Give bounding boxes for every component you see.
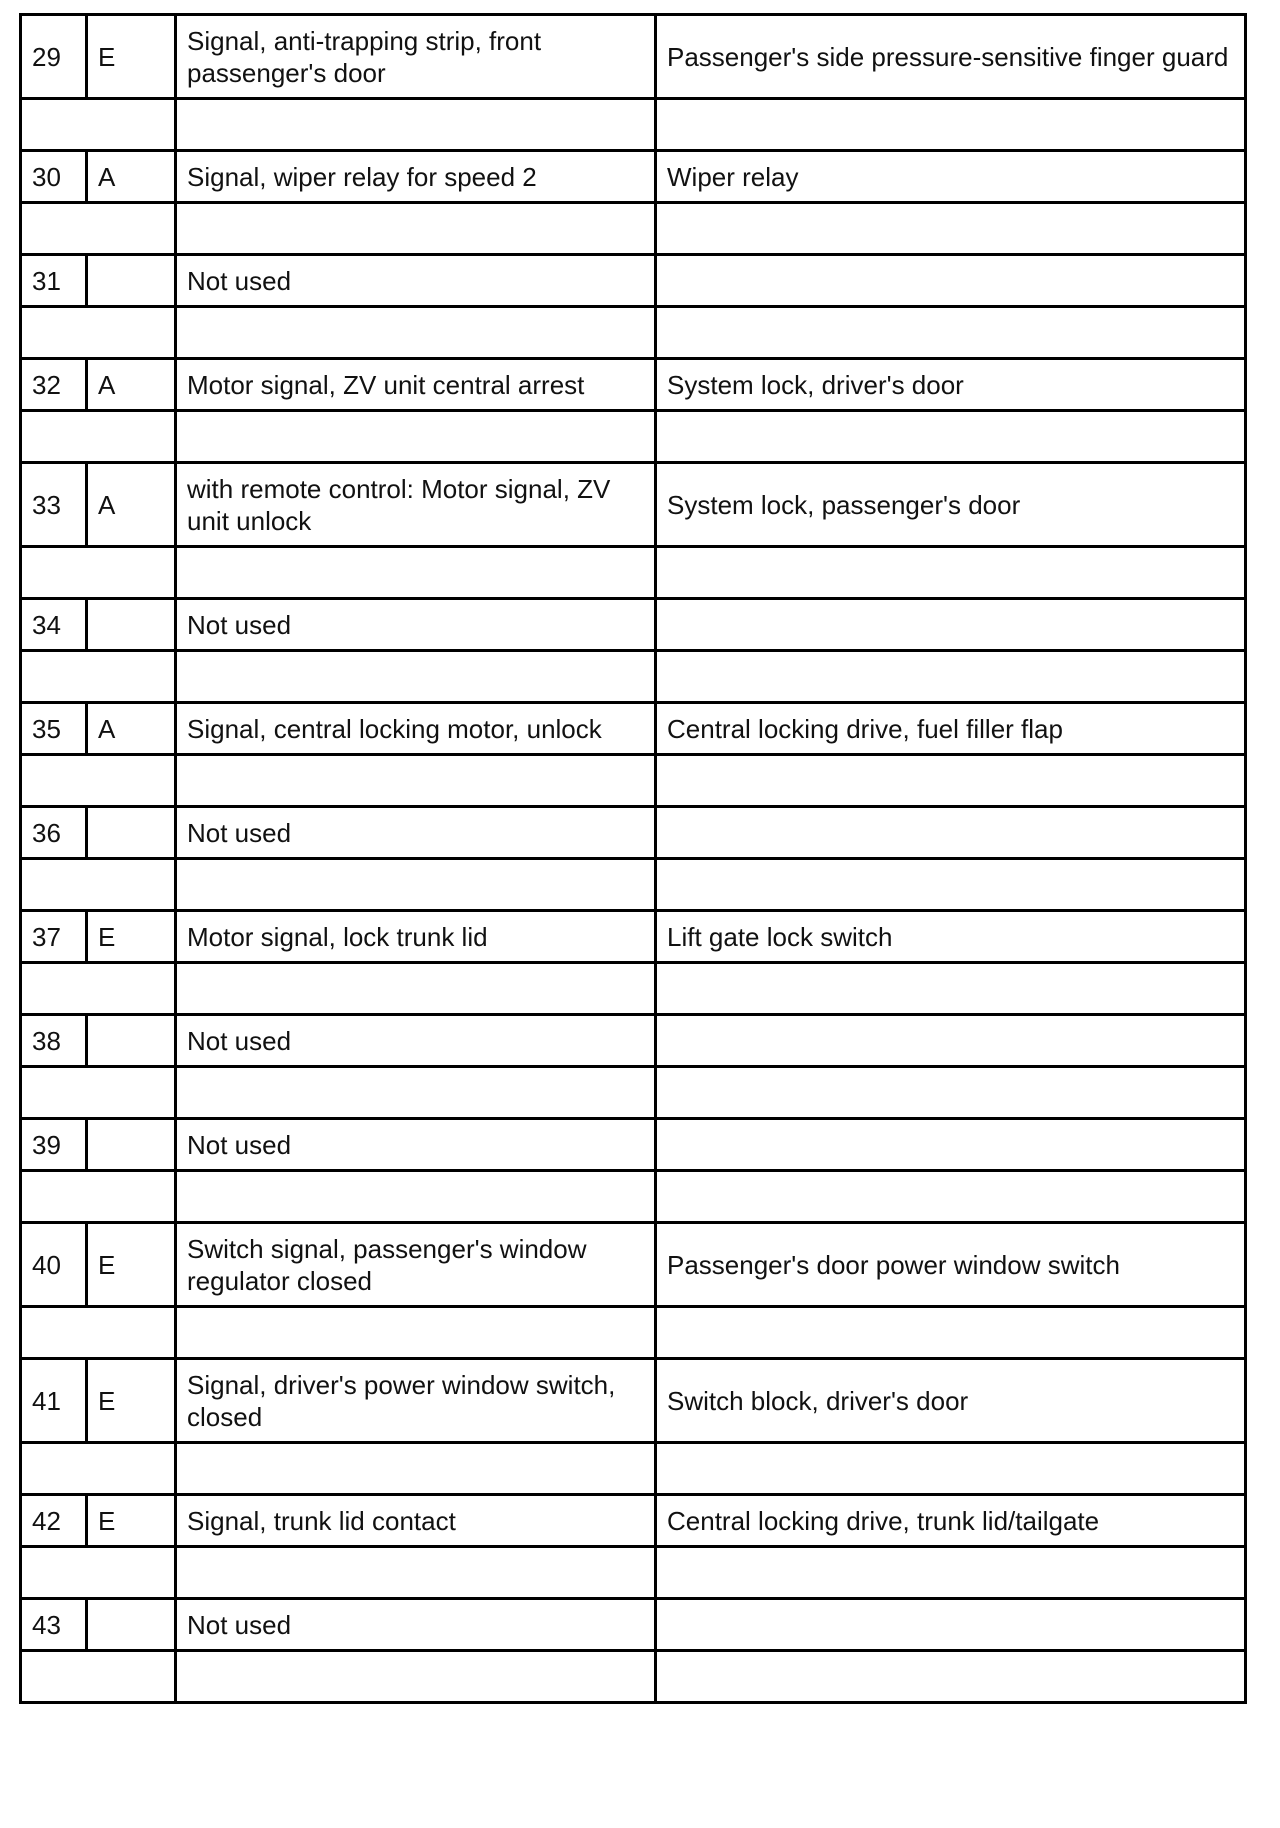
spacer-cell	[176, 99, 656, 151]
spacer-cell	[21, 307, 176, 359]
table-row	[21, 1015, 1246, 1067]
spacer-row	[21, 307, 1246, 359]
component-cell	[656, 1015, 1246, 1067]
spacer-cell	[21, 1651, 176, 1703]
direction-cell: A	[87, 359, 176, 411]
spacer-cell	[656, 411, 1246, 463]
spacer-cell	[21, 859, 176, 911]
pin-table-body	[21, 15, 1246, 1703]
spacer-cell	[656, 1651, 1246, 1703]
signal-description-cell: Signal, wiper relay for speed 2	[176, 151, 656, 203]
pin-number-cell: 29	[21, 15, 87, 99]
pin-number-cell: 31	[21, 255, 87, 307]
spacer-row	[21, 755, 1246, 807]
spacer-cell	[21, 963, 176, 1015]
component-cell: Lift gate lock switch	[656, 911, 1246, 963]
pin-number-cell: 37	[21, 911, 87, 963]
spacer-row	[21, 1547, 1246, 1599]
spacer-row	[21, 1307, 1246, 1359]
table-row	[21, 1359, 1246, 1443]
spacer-cell	[176, 547, 656, 599]
spacer-cell	[656, 963, 1246, 1015]
spacer-cell	[21, 1443, 176, 1495]
spacer-row	[21, 1443, 1246, 1495]
component-cell	[656, 807, 1246, 859]
spacer-cell	[176, 1067, 656, 1119]
spacer-cell	[21, 547, 176, 599]
signal-description-cell: Not used	[176, 1015, 656, 1067]
table-row	[21, 1599, 1246, 1651]
direction-cell	[87, 807, 176, 859]
table-row	[21, 359, 1246, 411]
component-cell	[656, 599, 1246, 651]
signal-description-cell: Signal, central locking motor, unlock	[176, 703, 656, 755]
direction-cell	[87, 255, 176, 307]
spacer-cell	[21, 1171, 176, 1223]
signal-description-cell: with remote control: Motor signal, ZV unit unlock	[176, 463, 656, 547]
spacer-cell	[656, 1171, 1246, 1223]
table-row	[21, 255, 1246, 307]
spacer-cell	[656, 1307, 1246, 1359]
direction-cell: E	[87, 911, 176, 963]
signal-description-cell: Not used	[176, 599, 656, 651]
spacer-cell	[21, 1067, 176, 1119]
spacer-cell	[176, 1443, 656, 1495]
spacer-cell	[176, 963, 656, 1015]
signal-description-cell: Motor signal, lock trunk lid	[176, 911, 656, 963]
spacer-cell	[656, 203, 1246, 255]
component-cell: System lock, driver's door	[656, 359, 1246, 411]
table-row	[21, 151, 1246, 203]
spacer-row	[21, 547, 1246, 599]
pin-number-cell: 41	[21, 1359, 87, 1443]
spacer-row	[21, 1067, 1246, 1119]
component-cell: Central locking drive, fuel filler flap	[656, 703, 1246, 755]
spacer-cell	[21, 1547, 176, 1599]
component-cell	[656, 255, 1246, 307]
spacer-cell	[656, 1443, 1246, 1495]
signal-description-cell: Not used	[176, 255, 656, 307]
table-row	[21, 807, 1246, 859]
signal-description-cell: Motor signal, ZV unit central arrest	[176, 359, 656, 411]
direction-cell	[87, 599, 176, 651]
direction-cell: E	[87, 1223, 176, 1307]
table-row	[21, 1223, 1246, 1307]
spacer-cell	[656, 307, 1246, 359]
spacer-row	[21, 99, 1246, 151]
pin-number-cell: 36	[21, 807, 87, 859]
direction-cell: A	[87, 463, 176, 547]
spacer-cell	[176, 1171, 656, 1223]
direction-cell	[87, 1015, 176, 1067]
pin-number-cell: 33	[21, 463, 87, 547]
direction-cell: A	[87, 703, 176, 755]
table-row	[21, 1495, 1246, 1547]
spacer-cell	[21, 203, 176, 255]
direction-cell: E	[87, 1495, 176, 1547]
spacer-row	[21, 1171, 1246, 1223]
pin-number-cell: 40	[21, 1223, 87, 1307]
pin-number-cell: 35	[21, 703, 87, 755]
signal-description-cell: Not used	[176, 807, 656, 859]
spacer-cell	[21, 755, 176, 807]
component-cell: Switch block, driver's door	[656, 1359, 1246, 1443]
spacer-cell	[176, 203, 656, 255]
spacer-row	[21, 411, 1246, 463]
spacer-cell	[656, 547, 1246, 599]
spacer-row	[21, 859, 1246, 911]
direction-cell: A	[87, 151, 176, 203]
component-cell: System lock, passenger's door	[656, 463, 1246, 547]
direction-cell: E	[87, 15, 176, 99]
component-cell: Passenger's side pressure-sensitive finger guard	[656, 15, 1246, 99]
spacer-cell	[656, 755, 1246, 807]
spacer-cell	[176, 859, 656, 911]
pin-number-cell: 38	[21, 1015, 87, 1067]
spacer-cell	[176, 307, 656, 359]
direction-cell: E	[87, 1359, 176, 1443]
spacer-cell	[21, 411, 176, 463]
signal-description-cell: Signal, anti-trapping strip, front passenger's door	[176, 15, 656, 99]
pin-number-cell: 39	[21, 1119, 87, 1171]
table-row	[21, 1119, 1246, 1171]
spacer-cell	[656, 1067, 1246, 1119]
direction-cell	[87, 1119, 176, 1171]
pin-number-cell: 42	[21, 1495, 87, 1547]
pin-number-cell: 32	[21, 359, 87, 411]
direction-cell	[87, 1599, 176, 1651]
pin-number-cell: 34	[21, 599, 87, 651]
table-row	[21, 463, 1246, 547]
spacer-row	[21, 651, 1246, 703]
component-cell: Passenger's door power window switch	[656, 1223, 1246, 1307]
spacer-cell	[656, 651, 1246, 703]
spacer-cell	[21, 99, 176, 151]
pin-assignment-table	[19, 13, 1247, 1704]
component-cell: Wiper relay	[656, 151, 1246, 203]
table-row	[21, 703, 1246, 755]
spacer-cell	[656, 859, 1246, 911]
signal-description-cell: Not used	[176, 1599, 656, 1651]
spacer-cell	[176, 1547, 656, 1599]
spacer-cell	[21, 1307, 176, 1359]
spacer-cell	[656, 1547, 1246, 1599]
spacer-row	[21, 1651, 1246, 1703]
pin-number-cell: 30	[21, 151, 87, 203]
spacer-cell	[656, 99, 1246, 151]
table-row	[21, 599, 1246, 651]
spacer-cell	[176, 755, 656, 807]
component-cell	[656, 1599, 1246, 1651]
pin-number-cell: 43	[21, 1599, 87, 1651]
spacer-cell	[21, 651, 176, 703]
component-cell: Central locking drive, trunk lid/tailgate	[656, 1495, 1246, 1547]
spacer-cell	[176, 1307, 656, 1359]
table-row	[21, 911, 1246, 963]
component-cell	[656, 1119, 1246, 1171]
signal-description-cell: Signal, driver's power window switch, closed	[176, 1359, 656, 1443]
spacer-row	[21, 203, 1246, 255]
table-row	[21, 15, 1246, 99]
spacer-cell	[176, 411, 656, 463]
signal-description-cell: Switch signal, passenger's window regulator closed	[176, 1223, 656, 1307]
spacer-cell	[176, 651, 656, 703]
signal-description-cell: Not used	[176, 1119, 656, 1171]
spacer-row	[21, 963, 1246, 1015]
spacer-cell	[176, 1651, 656, 1703]
signal-description-cell: Signal, trunk lid contact	[176, 1495, 656, 1547]
